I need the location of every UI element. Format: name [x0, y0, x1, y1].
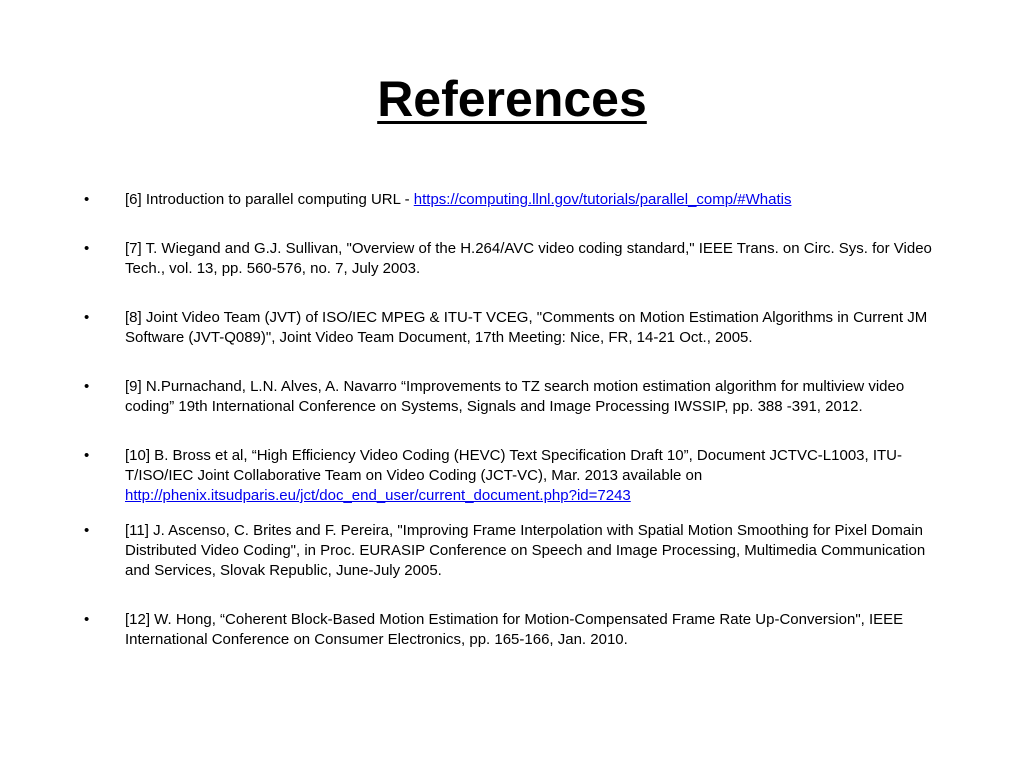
bullet-icon: • [84, 309, 90, 326]
bullet-icon: • [84, 240, 90, 257]
bullet-icon: • [84, 611, 90, 628]
slide-title-text: References [377, 71, 647, 127]
reference-item-10 [84, 446, 954, 506]
bullet-icon: • [84, 191, 90, 208]
reference-text: [12] W. Hong, “Coherent Block-Based Motion Estimation for Motion-Compensated Frame Rate Up-Conversion", IEEE International Conference on Consumer Electronics, pp. 165-166, Jan. 2010. [125, 611, 904, 648]
reference-text: [10] B. Bross et al, “High Efficiency Video Coding (HEVC) Text Specification Draft 10”, Document JCTVC-L1003, ITU-T/ISO/IEC Joint Collaborative Team on Video Coding (JCT-VC), Mar. 2013 available on [125, 447, 902, 484]
slide-title [0, 72, 1024, 127]
reference-text: [7] T. Wiegand and G.J. Sullivan, "Overview of the H.264/AVC video coding standard," IEEE Trans. on Circ. Sys. for Video Tech., vol. 13, pp. 560-576, no. 7, July 2003. [125, 240, 932, 277]
reference-item-12 [84, 610, 954, 650]
reference-item-9 [84, 377, 954, 417]
reference-link[interactable]: https://computing.llnl.gov/tutorials/parallel_comp/#Whatis [413, 191, 792, 208]
reference-text: [8] Joint Video Team (JVT) of ISO/IEC MPEG & ITU-T VCEG, "Comments on Motion Estimation Algorithms in Current JM Software (JVT-Q089)", Joint Video Team Document, 17th Meeting: Nice, FR, 14-21 Oct., 2005. [125, 309, 928, 346]
bullet-icon: • [84, 522, 90, 539]
reference-item-6 [84, 190, 954, 210]
reference-text: [6] Introduction to parallel computing URL - [125, 191, 414, 208]
reference-item-8 [84, 308, 954, 348]
reference-item-7 [84, 239, 954, 279]
reference-list [84, 190, 954, 679]
bullet-icon: • [84, 447, 90, 464]
bullet-icon: • [84, 378, 90, 395]
reference-link[interactable]: http://phenix.itsudparis.eu/jct/doc_end_user/current_document.php?id=7243 [125, 487, 631, 504]
reference-item-11 [84, 521, 954, 581]
reference-text: [11] J. Ascenso, C. Brites and F. Pereira, "Improving Frame Interpolation with Spatial Motion Smoothing for Pixel Domain Distributed Video Coding", in Proc. EURASIP Conference on Speech and Image Processing, Multimedia Communication and Services, Slovak Republic, June-July 2005. [125, 522, 926, 579]
reference-text: [9] N.Purnachand, L.N. Alves, A. Navarro “Improvements to TZ search motion estimation algorithm for multiview video coding” 19th International Conference on Systems, Signals and Image Processing IWSSIP, pp. 388 -391, 2012. [125, 378, 905, 415]
